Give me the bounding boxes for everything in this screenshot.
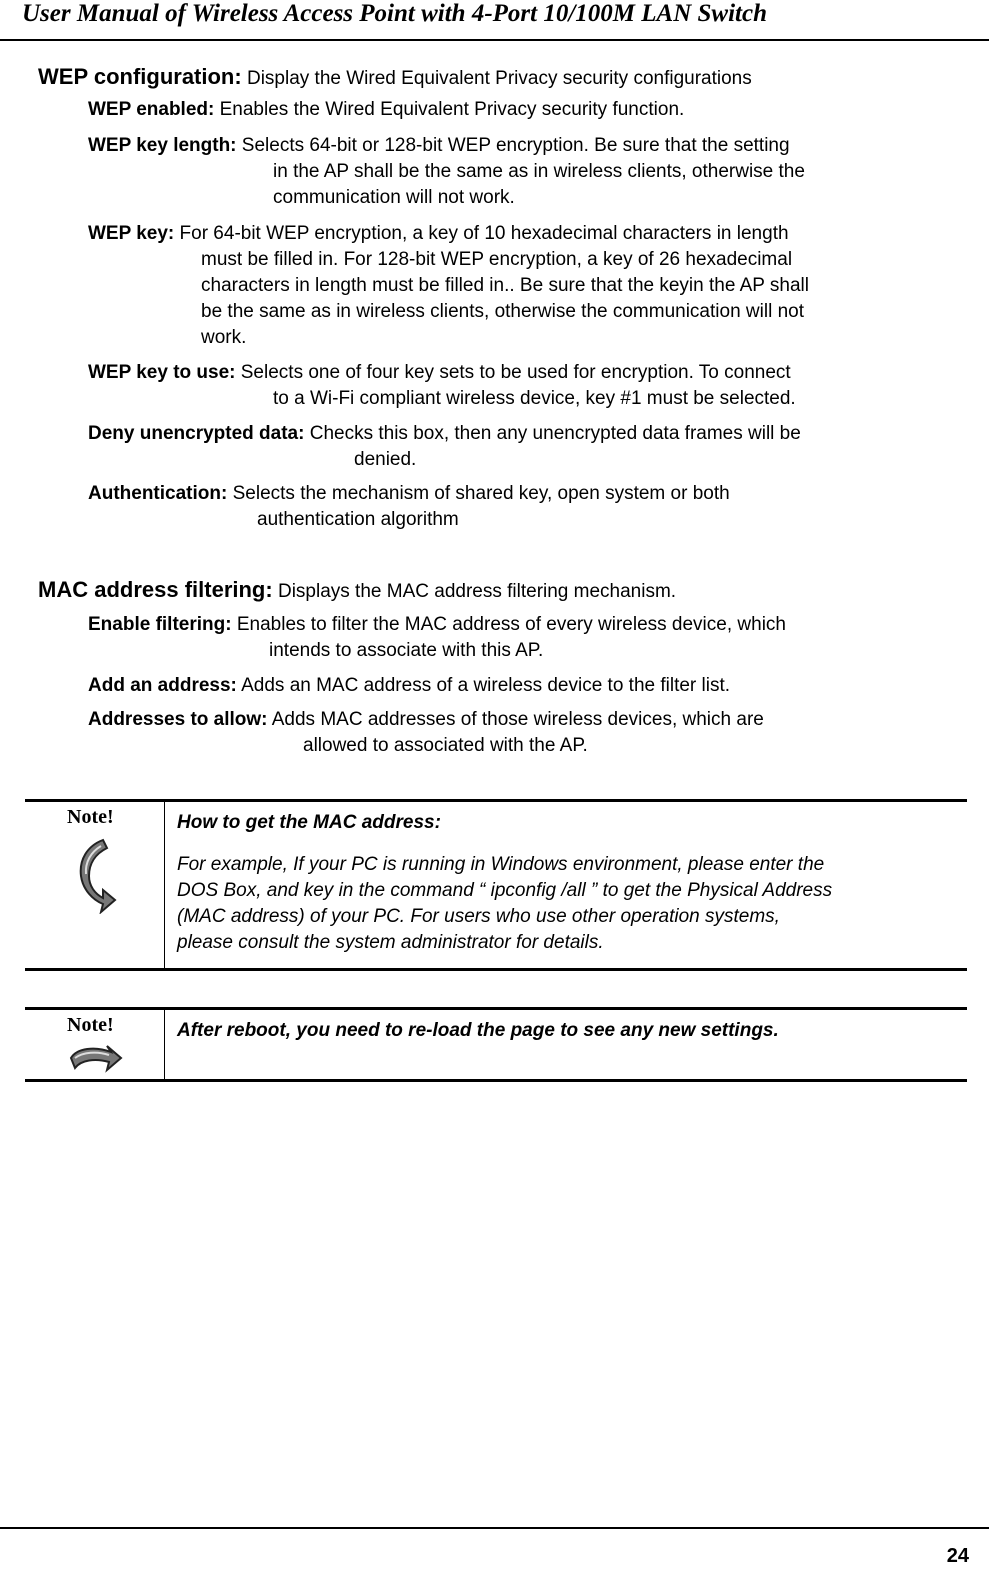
def-text: authentication algorithm [257,509,459,530]
def-text: in the AP shall be the same as in wireless clients, otherwise the [273,161,805,182]
note-label: Note! [67,806,114,828]
section-wep [38,64,752,90]
def-wep-enabled [88,97,684,123]
def-text: Enables the Wired Equivalent Privacy security function. [214,99,685,120]
def-wep-key [88,221,809,351]
def-text: denied. [354,449,417,470]
footer-rule [0,1527,989,1529]
def-text: Enables to filter the MAC address of every wireless device, which [231,614,786,635]
section-mac [38,577,676,603]
hand-pointing-icon [73,838,117,914]
def-text: work. [201,327,247,348]
note-line: For example, If your PC is running in Windows environment, please enter the [177,854,825,875]
page-number: 24 [946,1545,969,1567]
section-wep-title: WEP configuration: [38,64,242,89]
def-term: WEP enabled: [88,99,215,120]
def-authentication [88,481,730,533]
note-left-cell [25,802,165,968]
note-line: DOS Box, and key in the command “ ipconfig /all ” to get the Physical Address [177,880,833,901]
def-text: intends to associate with this AP. [269,640,544,661]
def-text: allowed to associated with the AP. [303,735,588,756]
def-text: to a Wi-Fi compliant wireless device, key #1 must be selected. [273,388,796,409]
def-text: For 64-bit WEP encryption, a key of 10 hexadecimal characters in length [174,223,789,244]
def-text: characters in length must be filled in.. Be sure that the keyin the AP shall [201,275,809,296]
page-header-title: User Manual of Wireless Access Point with 4-Port 10/100M LAN Switch [22,0,767,27]
def-term: Enable filtering: [88,614,232,635]
note-heading: After reboot, you need to re-load the page to see any new settings. [177,1020,779,1041]
def-text: Selects the mechanism of shared key, open system or both [227,483,730,504]
hand-pointing-icon [67,1044,123,1074]
def-wep-key-to-use [88,360,796,412]
def-text: Adds an MAC address of a wireless device to the filter list. [236,675,731,696]
def-text: be the same as in wireless clients, otherwise the communication will not [201,301,804,322]
def-term: Deny unencrypted data: [88,423,305,444]
def-term: Authentication: [88,483,228,504]
section-mac-desc: Displays the MAC address filtering mechanism. [272,581,677,602]
def-addresses-to-allow [88,707,764,759]
def-text: Selects 64-bit or 128-bit WEP encryption. Be sure that the setting [236,135,790,156]
def-text: Adds MAC addresses of those wireless devices, which are [267,709,764,730]
def-wep-key-length [88,133,805,211]
note-content [177,1018,779,1044]
def-deny-unencrypted [88,421,801,473]
note-label: Note! [67,1014,114,1036]
def-term: Add an address: [88,675,237,696]
def-term: WEP key to use: [88,362,236,383]
def-term: Addresses to allow: [88,709,268,730]
def-term: WEP key length: [88,135,237,156]
section-mac-title: MAC address filtering: [38,577,273,602]
note-line: please consult the system administrator for details. [177,932,604,953]
def-add-address [88,673,730,699]
def-text: communication will not work. [273,187,515,208]
def-text: Selects one of four key sets to be used for encryption. To connect [235,362,791,383]
def-text: Checks this box, then any unencrypted data frames will be [304,423,801,444]
note-content [177,810,832,956]
note-left-cell [25,1010,165,1079]
def-text: must be filled in. For 128-bit WEP encryption, a key of 26 hexadecimal [201,249,793,270]
def-enable-filtering [88,612,786,664]
section-wep-desc: Display the Wired Equivalent Privacy security configurations [241,68,752,89]
note-box-reboot [25,1007,967,1082]
note-heading: How to get the MAC address: [177,812,441,833]
note-line: (MAC address) of your PC. For users who use other operation systems, [177,906,780,927]
header-rule [0,39,989,41]
def-term: WEP key: [88,223,175,244]
note-box-mac [25,799,967,971]
